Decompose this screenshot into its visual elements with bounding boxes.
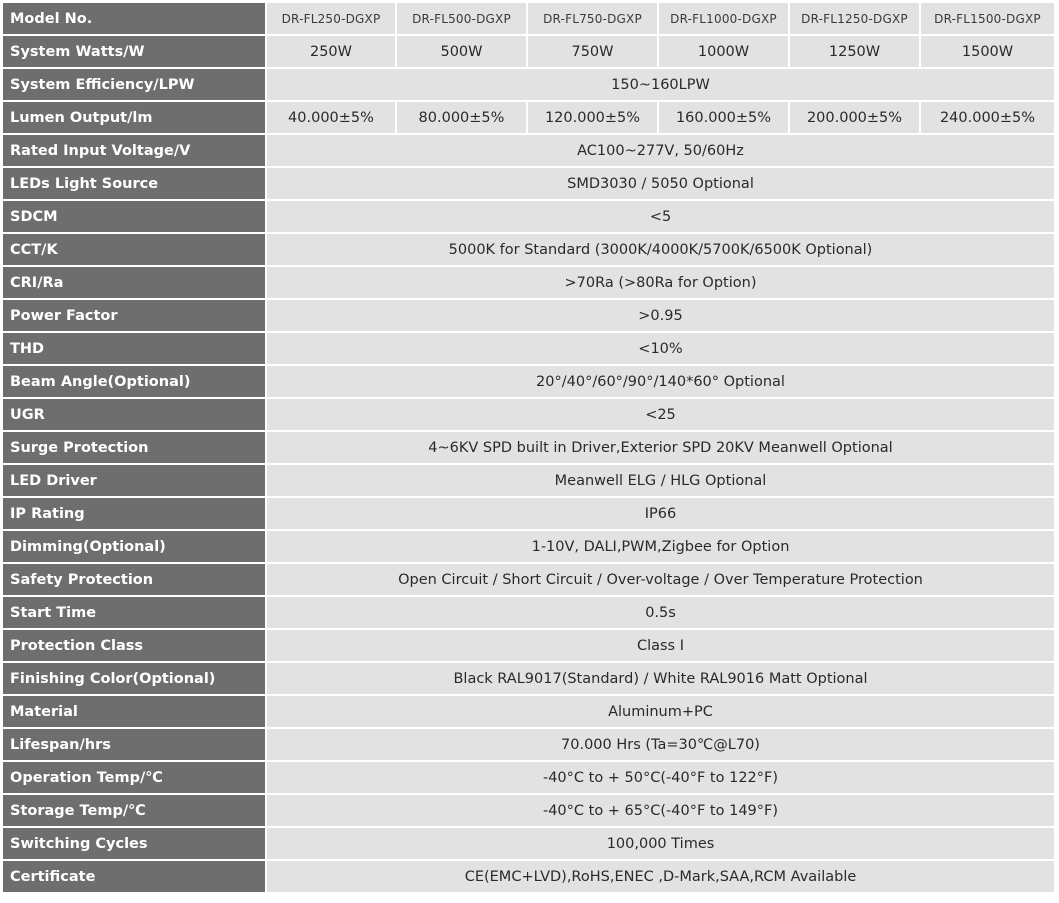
row-label: System Watts/W [3, 36, 267, 69]
value-cell: <5 [267, 201, 1056, 234]
table-row [3, 135, 1056, 168]
table-row [3, 762, 1056, 795]
table-row [3, 861, 1056, 894]
value-cell: 1500W [921, 36, 1056, 69]
table-row-model-no [3, 3, 1056, 36]
row-label: Protection Class [3, 630, 267, 663]
model-cell: DR-FL250-DGXP [267, 3, 397, 36]
table-row [3, 366, 1056, 399]
value-cell: 120.000±5% [528, 102, 659, 135]
table-row [3, 267, 1056, 300]
table-row [3, 663, 1056, 696]
row-label: Beam Angle(Optional) [3, 366, 267, 399]
value-cell: -40°C to + 65°C(-40°F to 149°F) [267, 795, 1056, 828]
value-cell: Aluminum+PC [267, 696, 1056, 729]
spec-sheet [3, 3, 1056, 894]
row-label: Power Factor [3, 300, 267, 333]
value-cell: 4~6KV SPD built in Driver,Exterior SPD 20KV Meanwell Optional [267, 432, 1056, 465]
value-cell: Black RAL9017(Standard) / White RAL9016 Matt Optional [267, 663, 1056, 696]
value-cell: 80.000±5% [397, 102, 528, 135]
value-cell: Class Ⅰ [267, 630, 1056, 663]
table-row [3, 432, 1056, 465]
row-label: LED Driver [3, 465, 267, 498]
table-row [3, 498, 1056, 531]
value-cell: 5000K for Standard (3000K/4000K/5700K/6500K Optional) [267, 234, 1056, 267]
row-label: THD [3, 333, 267, 366]
value-cell: <10% [267, 333, 1056, 366]
table-row [3, 333, 1056, 366]
model-cell: DR-FL1000-DGXP [659, 3, 790, 36]
row-label: Switching Cycles [3, 828, 267, 861]
value-cell: 40.000±5% [267, 102, 397, 135]
value-cell: Meanwell ELG / HLG Optional [267, 465, 1056, 498]
table-row [3, 69, 1056, 102]
table-row [3, 564, 1056, 597]
value-cell: >70Ra (>80Ra for Option) [267, 267, 1056, 300]
row-label: CCT/K [3, 234, 267, 267]
table-row [3, 531, 1056, 564]
value-cell: 250W [267, 36, 397, 69]
table-row [3, 795, 1056, 828]
row-label: Dimming(Optional) [3, 531, 267, 564]
value-cell: 0.5s [267, 597, 1056, 630]
row-label: Finishing Color(Optional) [3, 663, 267, 696]
value-cell: IP66 [267, 498, 1056, 531]
row-label: Start Time [3, 597, 267, 630]
row-label: Lumen Output/lm [3, 102, 267, 135]
row-label: Material [3, 696, 267, 729]
value-cell: -40°C to + 50°C(-40°F to 122°F) [267, 762, 1056, 795]
row-label: Lifespan/hrs [3, 729, 267, 762]
row-label: Certificate [3, 861, 267, 894]
row-label: Safety Protection [3, 564, 267, 597]
table-row-system-watts [3, 36, 1056, 69]
table-row [3, 729, 1056, 762]
value-cell: Open Circuit / Short Circuit / Over-voltage / Over Temperature Protection [267, 564, 1056, 597]
model-cell: DR-FL750-DGXP [528, 3, 659, 36]
table-row [3, 399, 1056, 432]
table-row [3, 300, 1056, 333]
row-label: LEDs Light Source [3, 168, 267, 201]
row-label: UGR [3, 399, 267, 432]
row-label: System Efficiency/LPW [3, 69, 267, 102]
value-cell: SMD3030 / 5050 Optional [267, 168, 1056, 201]
table-row [3, 630, 1056, 663]
table-row [3, 201, 1056, 234]
table-row [3, 696, 1056, 729]
table-row-lumen-output [3, 102, 1056, 135]
value-cell: 100,000 Times [267, 828, 1056, 861]
table-row [3, 828, 1056, 861]
row-label: Model No. [3, 3, 267, 36]
value-cell: >0.95 [267, 300, 1056, 333]
value-cell: CE(EMC+LVD),RoHS,ENEC ,D-Mark,SAA,RCM Available [267, 861, 1056, 894]
value-cell: 1-10V, DALI,PWM,Zigbee for Option [267, 531, 1056, 564]
row-label: Surge Protection [3, 432, 267, 465]
model-cell: DR-FL1250-DGXP [790, 3, 921, 36]
value-cell: 150~160LPW [267, 69, 1056, 102]
value-cell: 750W [528, 36, 659, 69]
table-row [3, 465, 1056, 498]
value-cell: AC100~277V, 50/60Hz [267, 135, 1056, 168]
value-cell: <25 [267, 399, 1056, 432]
model-cell: DR-FL1500-DGXP [921, 3, 1056, 36]
specification-table [3, 3, 1056, 894]
row-label: SDCM [3, 201, 267, 234]
table-row [3, 168, 1056, 201]
value-cell: 70.000 Hrs (Ta=30℃@L70) [267, 729, 1056, 762]
table-row [3, 597, 1056, 630]
row-label: Rated Input Voltage/V [3, 135, 267, 168]
row-label: CRI/Ra [3, 267, 267, 300]
value-cell: 200.000±5% [790, 102, 921, 135]
row-label: Storage Temp/℃ [3, 795, 267, 828]
value-cell: 1250W [790, 36, 921, 69]
model-cell: DR-FL500-DGXP [397, 3, 528, 36]
row-label: Operation Temp/℃ [3, 762, 267, 795]
value-cell: 20°/40°/60°/90°/140*60° Optional [267, 366, 1056, 399]
value-cell: 1000W [659, 36, 790, 69]
table-row [3, 234, 1056, 267]
value-cell: 160.000±5% [659, 102, 790, 135]
value-cell: 240.000±5% [921, 102, 1056, 135]
row-label: IP Rating [3, 498, 267, 531]
value-cell: 500W [397, 36, 528, 69]
